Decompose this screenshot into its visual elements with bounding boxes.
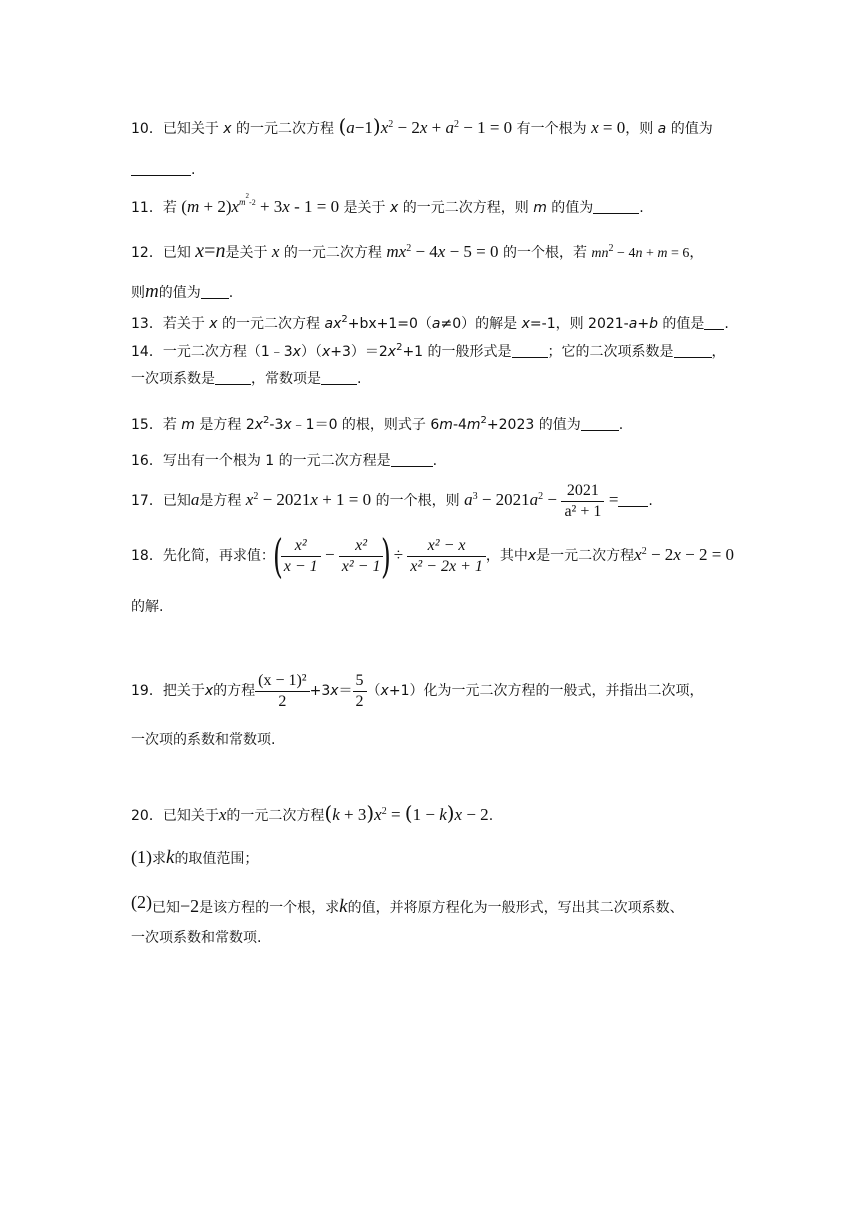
- answer-blank[interactable]: [618, 492, 648, 507]
- problem-12-line2: 则m的值为 .: [131, 281, 234, 302]
- problem-11: 11．若 $(m + 2)x^{m^2-2} + 3x - 1 = 0$ 是关于 x 的一元二次方程，则 m 的值为 .: [131, 192, 644, 216]
- answer-blank[interactable]: [201, 284, 229, 299]
- problem-19-line2: 一次项的系数和常数项.: [131, 732, 276, 748]
- problem-20-line1: 20．已知关于x的一元二次方程$(k + 3)x^2 = (1 - k)x - 2$.: [131, 801, 494, 825]
- problem-20-q2-line2: 一次项系数和常数项.: [131, 930, 262, 946]
- problem-17: 17．已知a是方程 $x^2 - 2021x + 1 = 0$ 的一个根，则 $a^3 - 2021a^2$ − $\frac{2021}{\text{a² + 1}}$ = .: [131, 481, 653, 520]
- answer-blank[interactable]: [131, 161, 191, 176]
- problem-14-line2: 一次项系数是 ，常数项是 .: [131, 371, 362, 387]
- equation-20: $(k + 3)x^2 = (1 - k)x - 2$: [324, 801, 489, 825]
- answer-blank[interactable]: [321, 370, 357, 385]
- problem-10-line2: .: [131, 160, 195, 180]
- equation-10: $(a-1)x^2 - 2x + a^2 - 1 = 0$: [338, 114, 513, 138]
- problem-12-line1: 12．已知 x=n是关于 x 的一元二次方程 $mx^2 - 4x - 5 = 0$ 的一个根，若 $mn^2 - 4n + m = 6$，: [131, 240, 704, 262]
- problem-10-line1: 10．已知关于 x 的一元二次方程 $(a-1)x^2 - 2x + a^2 - 1 = 0$ 有一个根为 x = 0，则 a 的值为: [131, 114, 713, 138]
- problem-18-line1: 18．先化简，再求值：( $\frac{\text{x²}}{x - 1}$ − $\frac{\text{x²}}{\text{x² − 1}}$ ) ÷ $\frac{\text{x² − x}}{\text{x² − 2x + 1}}$ ，其中x是一元二次方程$x^2 - 2x - 2 = 0$: [131, 529, 735, 583]
- fraction-18-3: $\frac{\text{x² − x}}{\text{x² − 2x + 1}}$: [407, 536, 486, 577]
- answer-blank[interactable]: [512, 343, 548, 358]
- fraction-18-2: $\frac{\text{x²}}{\text{x² − 1}}$: [339, 536, 384, 577]
- answer-blank[interactable]: [391, 452, 433, 467]
- answer-blank[interactable]: [215, 370, 251, 385]
- problem-18-line2: 的解.: [131, 599, 164, 615]
- fraction-19-1: $\frac{\text{(x − 1)²}}{2}$: [255, 671, 309, 712]
- problem-16: 16．写出有一个根为 1 的一元二次方程是 .: [131, 453, 438, 469]
- answer-blank[interactable]: [704, 315, 724, 330]
- problem-15: 15．若 m 是方程 $2x^2-3x﹣1=0$ 的根，则式子 $6m-4m^2+2023$ 的值为 .: [131, 415, 624, 433]
- fraction-19-2: $\frac{5}{2}$: [353, 671, 367, 712]
- answer-blank[interactable]: [593, 199, 639, 214]
- problem-20-q2-line1: (2)已知−2是该方程的一个根，求k的值，并将原方程化为一般形式，写出其二次项系数、: [131, 892, 684, 917]
- problem-19-line1: 19．把关于x的方程 $\frac{\text{(x − 1)²}}{2}$ +3x＝ $\frac{5}{2}$ （x+1）化为一元二次方程的一般式，并指出二次项，: [131, 671, 704, 710]
- equation-11: $(m + 2)x^{m^2-2} + 3x - 1 = 0$: [181, 192, 340, 216]
- fraction-18-1: $\frac{\text{x²}}{x - 1}$: [281, 536, 321, 577]
- problem-20-q1: (1)求k的取值范围；: [131, 847, 259, 868]
- problem-14-line1: 14．一元二次方程$(1﹣3x)(x+3)=2x^2+1$ 的一般形式是 ；它的二次项系数是 ，: [131, 342, 726, 360]
- answer-blank[interactable]: [581, 416, 619, 431]
- fraction-17: $\frac{2021}{\text{a² + 1}}$: [561, 481, 604, 522]
- equation-12: $mx^2 - 4x - 5 = 0$: [386, 242, 499, 261]
- answer-blank[interactable]: [674, 343, 712, 358]
- equation-17: $x^2 - 2021x + 1 = 0$: [245, 490, 372, 509]
- problem-13: 13．若关于 x 的一元二次方程 $ax^2+bx+1=0(a\ne 0)$的解是 x=-1，则 2021-a+b 的值是 .: [131, 314, 729, 332]
